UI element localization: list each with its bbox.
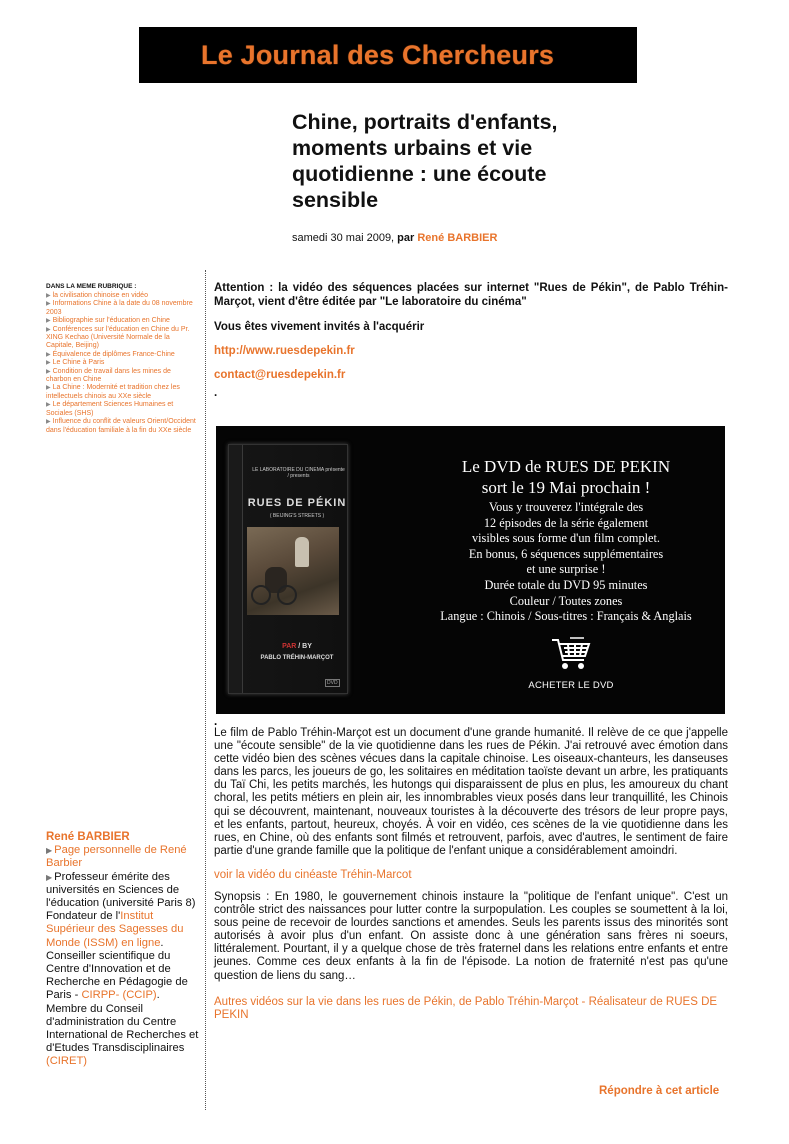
triangle-right-icon: ▶ (46, 385, 51, 392)
website-link[interactable]: http://www.ruesdepekin.fr (214, 345, 355, 357)
rubrique-item[interactable] (46, 418, 198, 435)
institut-link[interactable]: Institut Supérieur des Sagesses du Monde (ISSM) en ligne (46, 910, 184, 949)
rubrique-item-label[interactable]: Le département Sciences Humaines et Sociales (SHS) (46, 401, 174, 417)
author-name: René BARBIER (46, 831, 130, 843)
personal-page-link[interactable]: Page personnelle de René Barbier (46, 844, 187, 870)
triangle-right-icon: ▶ (46, 301, 51, 308)
triangle-right-icon: ▶ (46, 360, 51, 367)
triangle-right-icon: ▶ (46, 872, 53, 882)
rubrique-item[interactable] (46, 401, 198, 418)
cover-director: PABLO TRÉHIN-MARÇOT (260, 655, 334, 661)
site-banner (139, 27, 637, 83)
author-box (46, 831, 201, 1069)
article-intro (214, 281, 728, 399)
triangle-right-icon: ▶ (46, 293, 51, 299)
triangle-right-icon: ▶ (46, 318, 51, 325)
separator-dot: . (214, 387, 218, 399)
contact-email-link[interactable]: contact@ruesdepekin.fr (214, 369, 346, 381)
dvd-cover-image (228, 444, 348, 694)
byline (292, 232, 497, 244)
by-label: par (397, 232, 418, 244)
triangle-right-icon: ▶ (46, 368, 51, 375)
dvd-description (416, 456, 716, 625)
bio-text-3: . Membre du Conseil d'administration du Centre International de Recherches et d'Etudes Transdisciplinaires (46, 989, 199, 1055)
dvd-line: En bonus, 6 séquences supplémentaires (468, 546, 664, 561)
reply-to-article-link[interactable]: Répondre à cet article (599, 1085, 720, 1097)
dvd-line: et une surprise ! (526, 562, 606, 577)
site-title: Le Journal des Chercheurs (201, 39, 555, 70)
synopsis-paragraph: Synopsis : En 1980, le gouvernement chinois instaure la "politique de l'enfant unique". C'est un contrôle strict des naissances pour lutter contre la surpopulation. Les couples se soumettent à la loi, sous peine de recevoir de lourdes sanctions et amendes. Seuls les parents issus des minorités sont autorisés à avoir plus d'un enfant. On assiste donc à une génération sans frères ni soeurs, littéralement. Pourtant, il y a quelque chose de très fraternel dans les relations entre enfants et entre jeunes. Comme ces deux enfants à la fin de l'épisode. La notion de fraternité n'est pas qu'une question de liens du sang… (214, 890, 728, 982)
attention-paragraph: Attention : la vidéo des séquences placées sur internet "Rues de Pékin", de Pablo Tréhin-Marçot, vient d'être éditée par "Le laboratoire du cinéma" (214, 282, 728, 308)
separator-dot: . (214, 716, 218, 728)
rubrique-item-label[interactable]: Condition de travail dans les mines de charbon en Chine (46, 367, 171, 384)
same-section-list (46, 283, 198, 435)
rubrique-item-label[interactable]: Informations Chine à la date du 08 novembre 2003 (46, 300, 193, 316)
rubrique-item-label[interactable]: Conférences sur l'éducation en Chine du Pr. XING Kechao (Université Normale de la Capitale, Beijing) (46, 325, 190, 350)
personal-page-row (46, 844, 201, 870)
rubrique-item-label[interactable]: La Chine : Modernité et tradition chez les intellectuels chinois au XXe siècle (46, 384, 180, 400)
rubrique-item[interactable] (46, 359, 198, 367)
dvd-heading-1: Le DVD de RUES DE PEKIN (461, 457, 671, 476)
rubrique-item[interactable] (46, 351, 198, 359)
body-paragraph: Le film de Pablo Tréhin-Marçot est un document d'une grande humanité. Il relève de ce que j'appelle une "écoute sensible" de la vie quotidienne dans les rues de Pékin. J'ai retrouvé avec émotion dans cette vidéo bien des scènes vécues dans la capitale chinoise. Les oiseaux-chanteurs, les danseuses dans les parcs, les joueurs de go, les solitaires en méditation taoïste devant un arbre, les pratiquants du Taï Chi, les petits marchés, les hutongs qui disparaissent de plus en plus, les amoureux du chant choral, les petits métiers en plein air, les innombrables vieux posés dans leur tranquillité, les Chinois qui se découvrent, maintenant, nouveaux touristes à la découverte des trésors de leur propre pays, et les enfants, partout, heureux, choyés. À voir en vidéo, ces scènes de la vie quotidienne dans les rues, en Chine, où des enfants sont filmés et retrouvent, parfois, avec d'autres, le sentiment de faire partie d'une grande famille que la politique de l'enfant unique a considérablement amoindri. (214, 727, 728, 857)
rubrique-item[interactable] (46, 317, 198, 325)
rubrique-heading: DANS LA MEME RUBRIQUE : (46, 283, 137, 290)
cover-subtitle: ( BEIJING'S STREETS ) (269, 513, 325, 519)
rubrique-item-label[interactable]: Le Chine à Paris (52, 359, 105, 367)
article-body (214, 727, 728, 1022)
cover-title: RUES DE PÉKIN (247, 497, 347, 509)
dvd-spine (229, 445, 243, 693)
dvd-line: Vous y trouverez l'intégrale des (488, 500, 644, 514)
bio-text-1: Professeur émérite des universités en Sciences de l'éducation (université Paris 8) Fondateur de l' (46, 870, 196, 923)
dvd-heading-2: sort le 19 Mai prochain ! (481, 478, 651, 497)
cover-small-text: LE LABORATOIRE DU CINEMA présente / presents (252, 467, 345, 479)
rubrique-item-label[interactable]: Bibliographie sur l'éducation en Chine (52, 317, 170, 325)
cirpp-link[interactable]: CIRPP- (CCIP) (81, 989, 157, 1002)
triangle-right-icon: ▶ (46, 326, 51, 333)
rubrique-item[interactable] (46, 326, 198, 351)
dvd-line: visibles sous forme d'un film complet. (471, 531, 660, 546)
rubrique-item-label[interactable]: Influence du conflit de valeurs Orient/Occident dans l'éducation familiale à la fin du XXe siècle (46, 418, 196, 434)
author-bio (46, 871, 201, 1069)
buy-dvd-button[interactable] (526, 636, 616, 691)
rubrique-item[interactable] (46, 368, 198, 385)
author-link[interactable]: René BARBIER (417, 232, 498, 244)
article-title: Chine, portraits d'enfants, moments urbains et vie quotidienne : une écoute sensible (292, 110, 558, 212)
shopping-cart-icon (550, 636, 592, 674)
triangle-right-icon: ▶ (46, 419, 51, 426)
cover-by: / BY (296, 643, 312, 650)
bicycle-wheel (277, 585, 297, 605)
rubrique-item-label[interactable]: Équivalence de diplômes France-Chine (52, 350, 175, 358)
dvd-line: Durée totale du DVD 95 minutes (484, 577, 648, 592)
dvd-promo-banner[interactable] (216, 426, 725, 714)
dvd-logo: DVD (327, 680, 338, 686)
invite-paragraph: Vous êtes vivement invités à l'acquérir (214, 321, 425, 333)
photo-figure (295, 537, 309, 567)
rubrique-item-label[interactable]: la civilisation chinoise en vidéo (52, 292, 148, 299)
cover-par: PAR (282, 643, 297, 650)
triangle-right-icon: ▶ (46, 846, 53, 856)
triangle-right-icon: ▶ (46, 402, 51, 409)
video-link[interactable]: voir la vidéo du cinéaste Tréhin-Marcot (214, 868, 412, 881)
buy-dvd-label[interactable]: ACHETER LE DVD (528, 680, 614, 691)
dvd-line: Couleur / Toutes zones (509, 593, 623, 608)
rubrique-item[interactable] (46, 384, 198, 401)
rubrique-list (46, 292, 198, 435)
dvd-body (416, 500, 716, 625)
bicycle-wheel (251, 585, 271, 605)
column-divider (205, 270, 206, 1110)
cover-photo (247, 527, 339, 615)
rubrique-item[interactable] (46, 300, 198, 317)
rubrique-item[interactable] (46, 292, 198, 300)
dvd-line: 12 épisodes de la série également (483, 515, 649, 530)
cover-par-by (247, 643, 347, 650)
article-date: samedi 30 mai 2009, (292, 232, 398, 244)
other-videos-link[interactable]: Autres vidéos sur la vie dans les rues de Pékin, de Pablo Tréhin-Marçot - Réalisateur de RUES DE PEKIN (214, 995, 718, 1021)
dvd-line: Langue : Chinois / Sous-titres : Français & Anglais (440, 609, 692, 624)
ciret-link[interactable]: (CIRET) (46, 1055, 88, 1068)
triangle-right-icon: ▶ (46, 351, 51, 358)
bio-text-2: . Conseiller scientifique du Centre d'Innovation et de Recherche en Pédagogie de Paris - (46, 936, 188, 1002)
